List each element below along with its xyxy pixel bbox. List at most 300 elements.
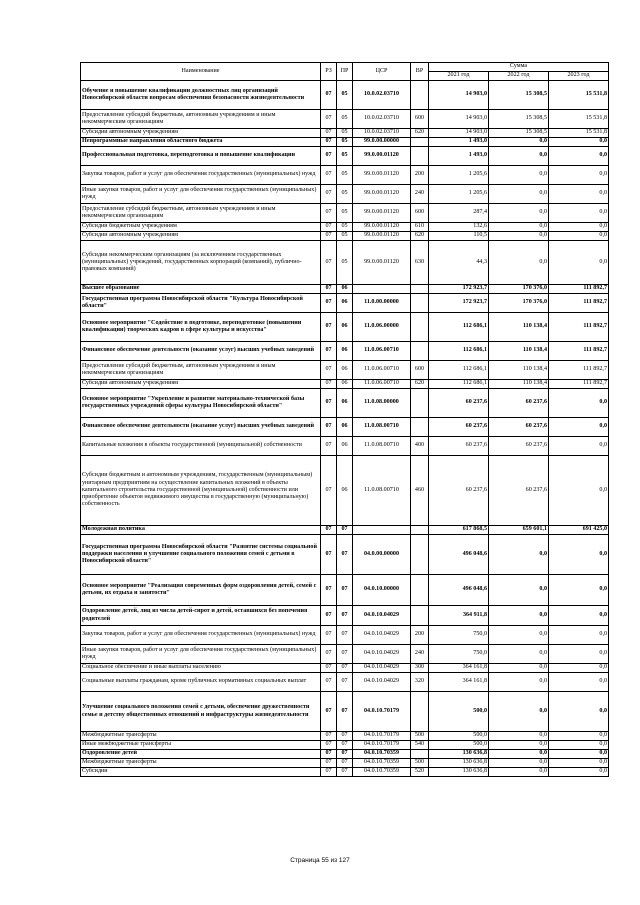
cell-rz: 07: [321, 81, 337, 110]
cell-rz: 07: [321, 138, 337, 147]
table-row: [81, 456, 609, 526]
cell-vr: [411, 526, 429, 535]
cell-rz: 07: [321, 313, 337, 342]
cell-2021: 60 237,6: [429, 389, 489, 418]
cell-name: Межбюджетные трансферты: [81, 759, 321, 768]
cell-2023: 0,0: [549, 204, 609, 223]
cell-2023: 0,0: [549, 692, 609, 732]
cell-rz: 07: [321, 294, 337, 313]
cell-2023: 0,0: [549, 223, 609, 232]
cell-2021: 750,0: [429, 626, 489, 645]
cell-vr: 240: [411, 185, 429, 204]
cell-vr: 620: [411, 232, 429, 241]
cell-rz: 07: [321, 606, 337, 626]
cell-2022: 0,0: [489, 185, 549, 204]
cell-name: Закупка товаров, работ и услуг для обеспечения государственных (муниципальных) нужд: [81, 166, 321, 185]
cell-name: Оздоровление детей: [81, 750, 321, 759]
cell-csr: 04.0.10.04029: [353, 645, 411, 664]
table-row: [81, 645, 609, 664]
cell-csr: 99.0.00.01120: [353, 223, 411, 232]
cell-2022: 0,0: [489, 223, 549, 232]
cell-rz: 07: [321, 129, 337, 138]
cell-csr: 04.0.10.00000: [353, 575, 411, 606]
cell-2021: 750,0: [429, 645, 489, 664]
cell-pr: 07: [337, 673, 353, 692]
table-row: [81, 535, 609, 575]
cell-pr: 07: [337, 606, 353, 626]
cell-2023: 0,0: [549, 606, 609, 626]
cell-2022: 60 237,6: [489, 418, 549, 437]
cell-rz: 07: [321, 147, 337, 166]
cell-csr: 04.0.10.04029: [353, 606, 411, 626]
cell-2023: 111 892,7: [549, 285, 609, 294]
cell-vr: [411, 138, 429, 147]
cell-pr: 07: [337, 750, 353, 759]
cell-pr: 05: [337, 110, 353, 129]
cell-2022: 110 138,4: [489, 380, 549, 389]
cell-2021: 14 903,0: [429, 81, 489, 110]
cell-rz: 07: [321, 575, 337, 606]
header-year-2021: 2021 год: [429, 72, 489, 81]
cell-name: Предоставление субсидий бюджетным, автономным учреждениям и иным некоммерческим организациям: [81, 110, 321, 129]
cell-2023: 0,0: [549, 418, 609, 437]
cell-vr: [411, 535, 429, 575]
cell-2023: 15 531,8: [549, 81, 609, 110]
cell-2022: 110 138,4: [489, 313, 549, 342]
cell-2022: 0,0: [489, 732, 549, 741]
cell-csr: 11.0.06.00710: [353, 380, 411, 389]
cell-rz: 07: [321, 692, 337, 732]
cell-vr: 620: [411, 380, 429, 389]
header-pr: ПР: [337, 63, 353, 81]
table-row: [81, 750, 609, 759]
cell-name: Субсидии автономным учреждениям: [81, 232, 321, 241]
cell-csr: 99.0.00.01120: [353, 147, 411, 166]
table-row: [81, 342, 609, 361]
cell-vr: [411, 285, 429, 294]
cell-2022: 0,0: [489, 204, 549, 223]
cell-name: Субсидии: [81, 768, 321, 777]
cell-csr: 11.0.08.00710: [353, 456, 411, 526]
cell-2022: 0,0: [489, 606, 549, 626]
table-row: [81, 380, 609, 389]
cell-2021: 112 686,1: [429, 361, 489, 380]
table-row: [81, 241, 609, 285]
cell-csr: 99.0.00.01120: [353, 241, 411, 285]
cell-vr: 600: [411, 204, 429, 223]
cell-rz: 07: [321, 223, 337, 232]
cell-2022: 0,0: [489, 575, 549, 606]
cell-rz: 07: [321, 750, 337, 759]
table-row: [81, 437, 609, 456]
table-row: [81, 294, 609, 313]
table-row: [81, 526, 609, 535]
cell-pr: 06: [337, 380, 353, 389]
cell-vr: [411, 575, 429, 606]
cell-rz: 07: [321, 535, 337, 575]
cell-2023: 0,0: [549, 437, 609, 456]
cell-rz: 07: [321, 626, 337, 645]
page-number: Страница 55 из 127: [290, 857, 350, 864]
cell-vr: [411, 313, 429, 342]
cell-pr: 05: [337, 223, 353, 232]
cell-pr: 05: [337, 185, 353, 204]
cell-csr: 11.0.00.00000: [353, 294, 411, 313]
cell-rz: 07: [321, 232, 337, 241]
cell-name: Субсидии бюджетным и автономным учреждениям, государственным (муниципальным) унитарным предприятиям на осуществление капитальных вложений в объекты капитального строительства государственной (муниципальной) собственности или приобретение объектов недвижимого имущества в государственную (муниципальную) собственность: [81, 456, 321, 526]
cell-2021: 496 048,6: [429, 575, 489, 606]
cell-name: Государственная программа Новосибирской области "Развитие системы социальной поддержки населения и улучшение социального положения семей с детьми в Новосибирской области": [81, 535, 321, 575]
cell-pr: 05: [337, 204, 353, 223]
cell-2021: 287,4: [429, 204, 489, 223]
cell-name: Основное мероприятие "Реализация современных форм оздоровления детей, семей с детьми, их отдыха и занятости": [81, 575, 321, 606]
cell-pr: 07: [337, 732, 353, 741]
cell-2023: 0,0: [549, 664, 609, 673]
table-row: [81, 768, 609, 777]
table-header: [81, 63, 609, 81]
cell-name: Улучшение социального положения семей с детьми, обеспечение дружественности семье и детству общественных отношений и инфраструктуры жизнедеятельности: [81, 692, 321, 732]
cell-pr: 07: [337, 526, 353, 535]
cell-pr: 07: [337, 768, 353, 777]
cell-2021: 60 237,6: [429, 437, 489, 456]
cell-2023: 0,0: [549, 759, 609, 768]
cell-vr: 600: [411, 361, 429, 380]
cell-vr: 240: [411, 645, 429, 664]
cell-rz: 07: [321, 241, 337, 285]
header-year-2023: 2023 год: [549, 72, 609, 81]
cell-rz: 07: [321, 361, 337, 380]
cell-csr: 99.0.00.00000: [353, 138, 411, 147]
cell-rz: 07: [321, 380, 337, 389]
cell-rz: 07: [321, 166, 337, 185]
cell-csr: 11.0.06.00710: [353, 342, 411, 361]
budget-table: [80, 62, 609, 777]
cell-name: Молодежная политика: [81, 526, 321, 535]
cell-2023: 0,0: [549, 732, 609, 741]
cell-2022: 0,0: [489, 241, 549, 285]
cell-2022: 0,0: [489, 673, 549, 692]
cell-vr: 300: [411, 664, 429, 673]
cell-2022: 110 138,4: [489, 361, 549, 380]
cell-2023: 0,0: [549, 768, 609, 777]
cell-2023: 0,0: [549, 626, 609, 645]
cell-rz: 07: [321, 526, 337, 535]
cell-rz: 07: [321, 110, 337, 129]
cell-2021: 496 048,6: [429, 535, 489, 575]
cell-2022: 0,0: [489, 692, 549, 732]
cell-name: Субсидии автономным учреждениям: [81, 380, 321, 389]
cell-2023: 0,0: [549, 389, 609, 418]
cell-2021: 60 237,6: [429, 456, 489, 526]
cell-pr: 05: [337, 81, 353, 110]
cell-2022: 0,0: [489, 138, 549, 147]
cell-2022: 0,0: [489, 535, 549, 575]
cell-csr: 04.0.10.04029: [353, 673, 411, 692]
cell-pr: 07: [337, 575, 353, 606]
cell-vr: [411, 418, 429, 437]
cell-2021: 110,5: [429, 232, 489, 241]
cell-2021: 500,0: [429, 741, 489, 750]
cell-2023: 0,0: [549, 456, 609, 526]
cell-2022: 0,0: [489, 166, 549, 185]
cell-name: Предоставление субсидий бюджетным, автономным учреждениям и иным некоммерческим организациям: [81, 204, 321, 223]
cell-2023: 111 892,7: [549, 361, 609, 380]
cell-2021: 130 636,8: [429, 759, 489, 768]
cell-csr: 10.0.02.03710: [353, 110, 411, 129]
table-row: [81, 626, 609, 645]
cell-vr: 400: [411, 437, 429, 456]
table-row: [81, 138, 609, 147]
table-row: [81, 389, 609, 418]
header-sum: Сумма: [429, 63, 609, 72]
cell-2021: 1 205,6: [429, 185, 489, 204]
cell-name: Субсидии бюджетным учреждениям: [81, 223, 321, 232]
cell-csr: 04.0.10.70359: [353, 750, 411, 759]
cell-2022: 60 237,6: [489, 389, 549, 418]
cell-rz: 07: [321, 741, 337, 750]
cell-2022: 0,0: [489, 750, 549, 759]
table-row: [81, 732, 609, 741]
cell-vr: 620: [411, 129, 429, 138]
cell-pr: 05: [337, 241, 353, 285]
cell-2021: 44,3: [429, 241, 489, 285]
table-row: [81, 741, 609, 750]
cell-vr: 600: [411, 110, 429, 129]
cell-pr: 06: [337, 294, 353, 313]
cell-vr: 520: [411, 768, 429, 777]
cell-pr: 07: [337, 741, 353, 750]
cell-rz: 07: [321, 342, 337, 361]
cell-2021: 1 205,6: [429, 166, 489, 185]
cell-csr: 99.0.00.01120: [353, 185, 411, 204]
cell-vr: 200: [411, 166, 429, 185]
cell-2022: 15 308,5: [489, 129, 549, 138]
cell-pr: 07: [337, 535, 353, 575]
table-row: [81, 418, 609, 437]
cell-name: Субсидии некоммерческим организациям (за исключением государственных (муниципальных) учреждений, государственных корпораций (компаний), публично-правовых компаний): [81, 241, 321, 285]
table-row: [81, 110, 609, 129]
cell-2023: 0,0: [549, 535, 609, 575]
cell-name: Субсидии автономным учреждениям: [81, 129, 321, 138]
cell-vr: 500: [411, 732, 429, 741]
cell-2021: 60 237,6: [429, 418, 489, 437]
cell-rz: 07: [321, 204, 337, 223]
cell-rz: 07: [321, 185, 337, 204]
cell-vr: [411, 750, 429, 759]
cell-pr: 06: [337, 342, 353, 361]
cell-2022: 60 237,6: [489, 456, 549, 526]
table-row: [81, 204, 609, 223]
cell-2022: 0,0: [489, 147, 549, 166]
cell-rz: 07: [321, 664, 337, 673]
cell-pr: 06: [337, 418, 353, 437]
cell-2021: 617 868,5: [429, 526, 489, 535]
cell-2021: 500,0: [429, 692, 489, 732]
cell-2023: 0,0: [549, 138, 609, 147]
cell-name: Основное мероприятие "Содействие в подготовке, переподготовке (повышении квалификации) творческих кадров в сфере культуры и искусства": [81, 313, 321, 342]
cell-pr: 06: [337, 313, 353, 342]
cell-pr: 06: [337, 361, 353, 380]
cell-rz: 07: [321, 285, 337, 294]
cell-2021: 364 161,8: [429, 664, 489, 673]
cell-pr: 05: [337, 129, 353, 138]
cell-vr: 200: [411, 626, 429, 645]
cell-pr: 05: [337, 232, 353, 241]
cell-csr: 04.0.10.70359: [353, 759, 411, 768]
cell-pr: 06: [337, 437, 353, 456]
table-row: [81, 692, 609, 732]
table-row: [81, 129, 609, 138]
cell-pr: 07: [337, 626, 353, 645]
cell-2021: 112 686,1: [429, 342, 489, 361]
cell-vr: [411, 147, 429, 166]
cell-pr: 05: [337, 147, 353, 166]
cell-2023: 15 531,8: [549, 129, 609, 138]
cell-csr: 04.0.10.04029: [353, 626, 411, 645]
cell-pr: 06: [337, 456, 353, 526]
table-row: [81, 664, 609, 673]
cell-vr: [411, 606, 429, 626]
cell-vr: 610: [411, 223, 429, 232]
cell-2023: 0,0: [549, 645, 609, 664]
cell-csr: 99.0.00.01120: [353, 204, 411, 223]
table-row: [81, 185, 609, 204]
cell-pr: 06: [337, 285, 353, 294]
cell-name: Обучение и повышение квалификации должностных лиц организаций Новосибирской области вопросам обеспечения безопасности жизнедеятельности: [81, 81, 321, 110]
cell-2021: 112 686,1: [429, 380, 489, 389]
table-row: [81, 759, 609, 768]
cell-2022: 0,0: [489, 759, 549, 768]
cell-2022: 0,0: [489, 645, 549, 664]
cell-2021: 14 903,0: [429, 110, 489, 129]
cell-vr: [411, 389, 429, 418]
cell-2023: 0,0: [549, 166, 609, 185]
cell-name: Высшее образование: [81, 285, 321, 294]
cell-pr: 07: [337, 664, 353, 673]
cell-name: Основное мероприятие "Укрепление и развитие материально-технической базы государственных учреждений сферы культуры Новосибирской области": [81, 389, 321, 418]
table-row: [81, 361, 609, 380]
cell-2022: 0,0: [489, 626, 549, 645]
cell-2023: 0,0: [549, 232, 609, 241]
table-row: [81, 673, 609, 692]
cell-2022: 0,0: [489, 664, 549, 673]
cell-name: Финансовое обеспечение деятельности (оказание услуг) высших учебных заведений: [81, 342, 321, 361]
cell-2022: 170 376,0: [489, 294, 549, 313]
cell-rz: 07: [321, 437, 337, 456]
cell-2023: 111 892,7: [549, 380, 609, 389]
cell-vr: 500: [411, 759, 429, 768]
table-row: [81, 81, 609, 110]
cell-name: Социальное обеспечение и иные выплаты населению: [81, 664, 321, 673]
cell-2022: 0,0: [489, 768, 549, 777]
cell-2023: 0,0: [549, 575, 609, 606]
cell-rz: 07: [321, 645, 337, 664]
cell-2021: 130 636,8: [429, 768, 489, 777]
cell-vr: 460: [411, 456, 429, 526]
cell-2021: 1 493,0: [429, 138, 489, 147]
cell-2023: 0,0: [549, 185, 609, 204]
cell-2021: 130 636,8: [429, 750, 489, 759]
cell-2022: 60 237,6: [489, 437, 549, 456]
cell-2021: 500,0: [429, 732, 489, 741]
cell-2021: 172 923,7: [429, 294, 489, 313]
cell-name: Оздоровление детей, лиц из числа детей-сирот и детей, оставшихся без попечения родителей: [81, 606, 321, 626]
cell-csr: 10.0.02.03710: [353, 129, 411, 138]
table-row: [81, 232, 609, 241]
cell-name: Межбюджетные трансферты: [81, 732, 321, 741]
cell-2023: 691 425,0: [549, 526, 609, 535]
cell-2023: 111 892,7: [549, 313, 609, 342]
cell-name: Профессиональная подготовка, переподготовка и повышение квалификации: [81, 147, 321, 166]
cell-rz: 07: [321, 456, 337, 526]
cell-pr: 07: [337, 645, 353, 664]
cell-vr: [411, 692, 429, 732]
cell-csr: 04.0.00.00000: [353, 535, 411, 575]
cell-2021: 172 923,7: [429, 285, 489, 294]
cell-pr: 07: [337, 692, 353, 732]
header-rz: РЗ: [321, 63, 337, 81]
table-row: [81, 313, 609, 342]
cell-2022: 15 308,5: [489, 81, 549, 110]
cell-2022: 170 376,0: [489, 285, 549, 294]
cell-2021: 132,6: [429, 223, 489, 232]
cell-csr: 04.0.10.70359: [353, 768, 411, 777]
cell-csr: 04.0.10.04029: [353, 664, 411, 673]
cell-csr: 10.0.02.03710: [353, 81, 411, 110]
cell-pr: 06: [337, 389, 353, 418]
cell-vr: 540: [411, 741, 429, 750]
cell-vr: [411, 342, 429, 361]
cell-2021: 364 161,8: [429, 673, 489, 692]
cell-name: Иные закупки товаров, работ и услуг для обеспечения государственных (муниципальных) нужд: [81, 645, 321, 664]
table-row: [81, 575, 609, 606]
cell-csr: 99.0.00.01120: [353, 166, 411, 185]
cell-csr: 04.0.10.70179: [353, 692, 411, 732]
cell-name: Закупка товаров, работ и услуг для обеспечения государственных (муниципальных) нужд: [81, 626, 321, 645]
cell-rz: 07: [321, 759, 337, 768]
header-year-2022: 2022 год: [489, 72, 549, 81]
cell-rz: 07: [321, 768, 337, 777]
cell-2022: 659 601,1: [489, 526, 549, 535]
cell-name: Финансовое обеспечение деятельности (оказание услуг) высших учебных заведений: [81, 418, 321, 437]
header-vr: ВР: [411, 63, 429, 81]
cell-csr: 04.0.10.70179: [353, 732, 411, 741]
table-row: [81, 606, 609, 626]
cell-2023: 15 531,8: [549, 110, 609, 129]
cell-2021: 364 911,8: [429, 606, 489, 626]
cell-csr: 11.0.08.00710: [353, 437, 411, 456]
cell-name: Иные закупки товаров, работ и услуг для обеспечения государственных (муниципальных) нужд: [81, 185, 321, 204]
table-body: [81, 81, 609, 777]
cell-rz: 07: [321, 418, 337, 437]
cell-csr: 11.0.08.00710: [353, 418, 411, 437]
cell-name: Иные межбюджетные трансферты: [81, 741, 321, 750]
cell-name: Капитальные вложения в объекты государственной (муниципальной) собственности: [81, 437, 321, 456]
cell-csr: 11.0.08.00000: [353, 389, 411, 418]
cell-2022: 110 138,4: [489, 342, 549, 361]
cell-vr: 630: [411, 241, 429, 285]
header-name: Наименование: [81, 63, 321, 81]
table-row: [81, 223, 609, 232]
cell-2023: 111 892,7: [549, 342, 609, 361]
cell-pr: 07: [337, 759, 353, 768]
cell-rz: 07: [321, 732, 337, 741]
cell-2021: 1 493,0: [429, 147, 489, 166]
cell-name: Социальные выплаты гражданам, кроме публичных нормативных социальных выплат: [81, 673, 321, 692]
cell-vr: [411, 81, 429, 110]
cell-2023: 0,0: [549, 741, 609, 750]
cell-csr: 99.0.00.01120: [353, 232, 411, 241]
